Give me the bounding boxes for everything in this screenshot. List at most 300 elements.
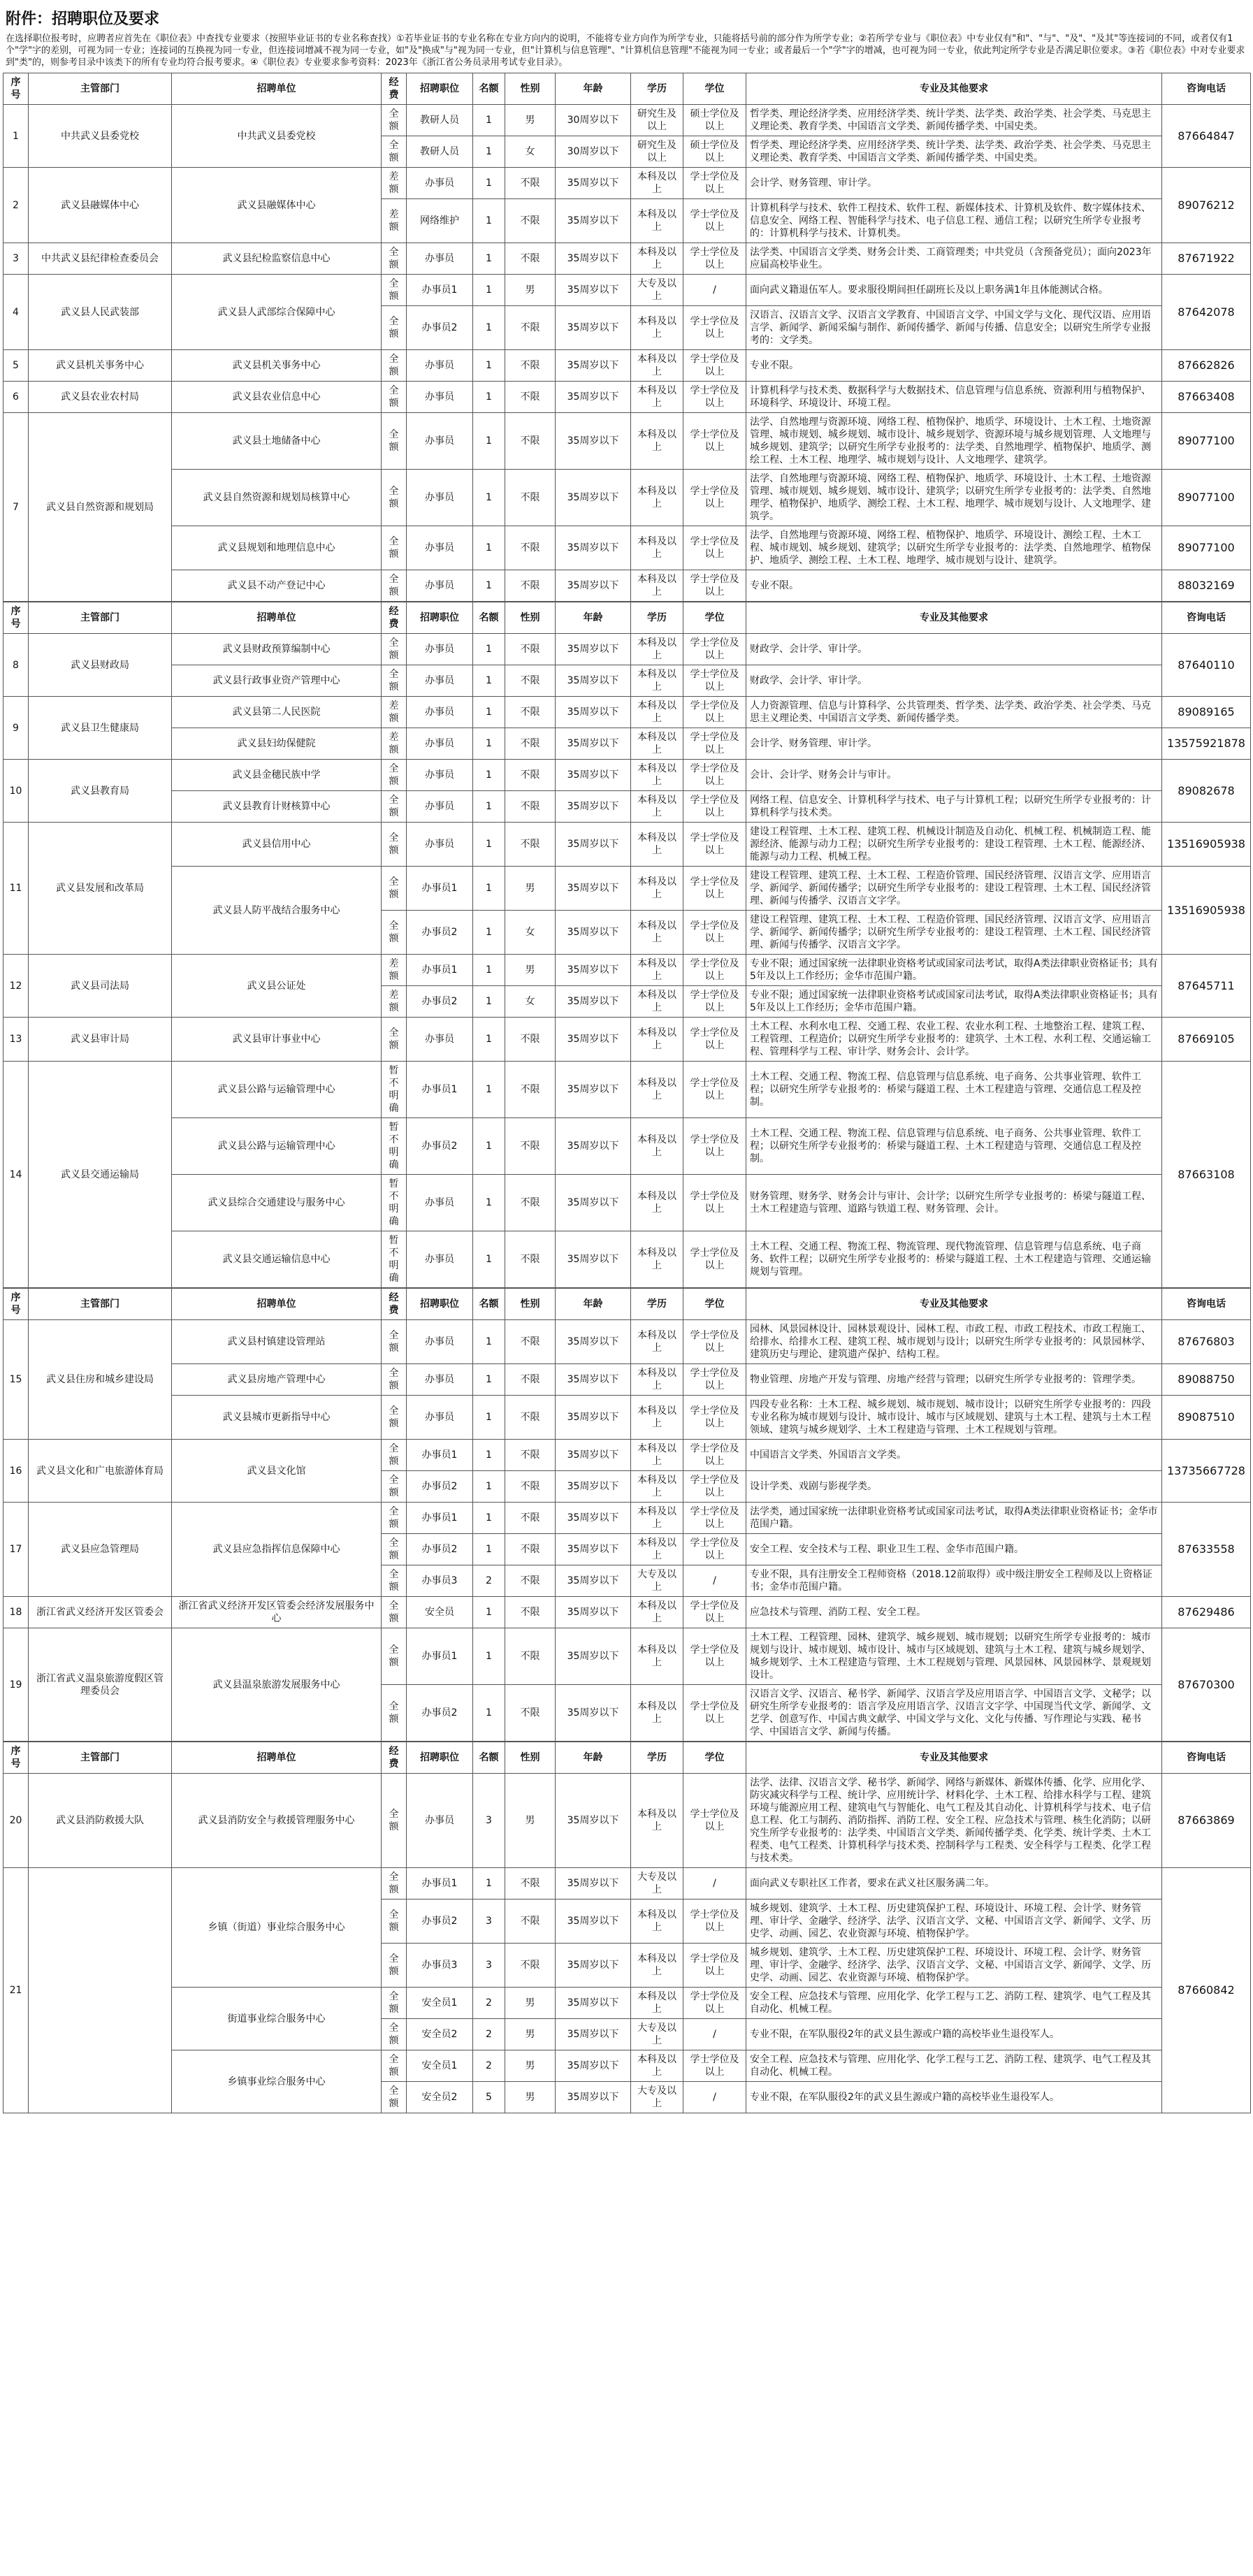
dept-cell: 武义县教育局 — [29, 760, 172, 823]
position-cell: 办事员2 — [407, 1118, 473, 1175]
requirement-cell: 法学、自然地理与资源环境、网络工程、植物保护、地质学、环境设计、土木工程、土地资源管理、城市规划、城乡规划、城市设计、建筑学；以研究生所学专业报考的：法学类、自然地理学、植物保护、地质学、测绘工程、土木工程、地理学、城市规划与设计、人文地理学、建筑学。 — [746, 470, 1162, 526]
degree-cell: 学士学位及以上 — [683, 986, 746, 1018]
quota-cell: 1 — [473, 911, 505, 955]
requirement-cell: 汉语言文学、汉语言、秘书学、新闻学、汉语言学及应用语言学、中国语言文学、文秘学；以研究生所学专业报考的：语言学及应用语言学、汉语言文字学、中国现当代文学、新闻学、文艺学、创意写作、中国古典文献学、中国文学与文化、文化与传播、写作理论与实践、秘书学、中国语言文学、新闻与传播。 — [746, 1685, 1162, 1742]
position-cell: 办事员 — [407, 823, 473, 867]
requirement-cell: 四段专业名称：土木工程、城乡规划、城市规划、城市设计；以研究生所学专业报考的：四段专业名称为城市规划与设计、城市设计、城市与区域规划、建筑与土木工程、建筑与土木工程领域、建筑与城乡规划学、土木工程建造与管理、土木工程规划与管理。 — [746, 1396, 1162, 1440]
quota-cell: 1 — [473, 306, 505, 350]
quota-cell: 1 — [473, 634, 505, 665]
column-header: 学历 — [631, 73, 683, 105]
age-cell: 35周岁以下 — [556, 168, 631, 199]
fund-cell: 全额 — [382, 1018, 407, 1062]
position-cell: 办事员2 — [407, 1534, 473, 1565]
degree-cell: 学士学位及以上 — [683, 1597, 746, 1628]
unit-cell: 武义县金穗民族中学 — [172, 760, 382, 791]
degree-cell: / — [683, 275, 746, 306]
column-header: 咨询电话 — [1162, 1289, 1251, 1320]
age-cell: 35周岁以下 — [556, 350, 631, 382]
degree-cell: 学士学位及以上 — [683, 1364, 746, 1396]
position-cell: 网络维护 — [407, 199, 473, 243]
unit-cell: 武义县行政事业资产管理中心 — [172, 665, 382, 697]
phone-cell: 13575921878 — [1162, 728, 1251, 760]
column-header: 学位 — [683, 1742, 746, 1774]
phone-cell: 89088750 — [1162, 1364, 1251, 1396]
education-cell: 本科及以上 — [631, 1231, 683, 1288]
unit-cell: 武义县应急指挥信息保障中心 — [172, 1503, 382, 1597]
age-cell: 35周岁以下 — [556, 570, 631, 602]
dept-cell: 武义县财政局 — [29, 634, 172, 697]
requirement-cell: 计算机科学与技术类、数据科学与大数据技术、信息管理与信息系统、资源利用与植物保护、环境科学、环境设计、环境工程。 — [746, 382, 1162, 413]
seq-cell: 13 — [3, 1018, 29, 1062]
unit-cell: 浙江省武义经济开发区管委会经济发展服务中心 — [172, 1597, 382, 1628]
gender-cell: 不限 — [505, 1018, 556, 1062]
degree-cell: 学士学位及以上 — [683, 470, 746, 526]
unit-cell: 武义县公证处 — [172, 955, 382, 1018]
quota-cell: 1 — [473, 1062, 505, 1118]
fund-cell: 全额 — [382, 1944, 407, 1988]
fund-cell: 全额 — [382, 634, 407, 665]
phone-cell: 87663408 — [1162, 382, 1251, 413]
table-row — [3, 350, 1251, 382]
position-cell: 办事员 — [407, 634, 473, 665]
dept-cell: 武义县发展和改革局 — [29, 823, 172, 955]
position-cell: 办事员3 — [407, 1565, 473, 1597]
fund-cell: 差额 — [382, 199, 407, 243]
quota-cell: 5 — [473, 2082, 505, 2113]
header-row — [3, 73, 1251, 105]
fund-cell: 全额 — [382, 1364, 407, 1396]
requirement-cell: 专业不限，在军队服役2年的武义县生源或户籍的高校毕业生退役军人。 — [746, 2019, 1162, 2050]
education-cell: 本科及以上 — [631, 2050, 683, 2082]
gender-cell: 不限 — [505, 791, 556, 823]
phone-cell: 87662826 — [1162, 350, 1251, 382]
degree-cell: 学士学位及以上 — [683, 168, 746, 199]
gender-cell: 不限 — [505, 1231, 556, 1288]
age-cell: 35周岁以下 — [556, 867, 631, 911]
degree-cell: 学士学位及以上 — [683, 1320, 746, 1364]
column-header: 招聘单位 — [172, 1289, 382, 1320]
unit-cell: 乡镇（街道）事业综合服务中心 — [172, 1868, 382, 1988]
phone-cell: 87671922 — [1162, 243, 1251, 275]
gender-cell: 不限 — [505, 634, 556, 665]
quota-cell: 1 — [473, 760, 505, 791]
dept-cell: 中共武义县委党校 — [29, 105, 172, 168]
dept-cell: 武义县审计局 — [29, 1018, 172, 1062]
position-cell: 办事员 — [407, 1320, 473, 1364]
age-cell: 35周岁以下 — [556, 955, 631, 986]
education-cell: 本科及以上 — [631, 1175, 683, 1231]
requirement-cell: 物业管理、房地产开发与管理、房地产经营与管理；以研究生所学专业报考的：管理学类。 — [746, 1364, 1162, 1396]
phone-cell: 87645711 — [1162, 955, 1251, 1018]
quota-cell: 1 — [473, 382, 505, 413]
position-cell: 办事员 — [407, 760, 473, 791]
dept-cell: 武义县交通运输局 — [29, 1062, 172, 1288]
fund-cell: 全额 — [382, 1534, 407, 1565]
degree-cell: 学士学位及以上 — [683, 728, 746, 760]
table-row — [3, 665, 1251, 697]
education-cell: 本科及以上 — [631, 760, 683, 791]
fund-cell: 全额 — [382, 413, 407, 470]
requirement-cell: 专业不限，具有注册安全工程师资格（2018.12前取得）或中级注册安全工程师及以上资格证书；金华市范围户籍。 — [746, 1565, 1162, 1597]
position-cell: 办事员3 — [407, 1944, 473, 1988]
position-cell: 办事员 — [407, 350, 473, 382]
table-row — [3, 168, 1251, 199]
gender-cell: 不限 — [505, 350, 556, 382]
position-cell: 安全员1 — [407, 2050, 473, 2082]
unit-cell: 武义县村镇建设管理站 — [172, 1320, 382, 1364]
phone-cell: 13516905938 — [1162, 823, 1251, 867]
education-cell: 本科及以上 — [631, 665, 683, 697]
education-cell: 大专及以上 — [631, 1565, 683, 1597]
position-cell: 办事员 — [407, 697, 473, 728]
requirement-cell: 土木工程、交通工程、物流工程、信息管理与信息系统、电子商务、公共事业管理、软件工程；以研究生所学专业报考的：桥梁与隧道工程、土木工程建造与管理、交通信息工程及控制。 — [746, 1118, 1162, 1175]
gender-cell: 不限 — [505, 1534, 556, 1565]
degree-cell: 学士学位及以上 — [683, 199, 746, 243]
column-header: 主管部门 — [29, 602, 172, 634]
age-cell: 35周岁以下 — [556, 2019, 631, 2050]
education-cell: 本科及以上 — [631, 382, 683, 413]
seq-cell: 11 — [3, 823, 29, 955]
gender-cell: 男 — [505, 2082, 556, 2113]
quota-cell: 1 — [473, 1175, 505, 1231]
column-header: 招聘单位 — [172, 602, 382, 634]
column-header: 招聘职位 — [407, 73, 473, 105]
education-cell: 本科及以上 — [631, 526, 683, 570]
quota-cell: 1 — [473, 1396, 505, 1440]
degree-cell: / — [683, 2019, 746, 2050]
degree-cell: 学士学位及以上 — [683, 1900, 746, 1944]
dept-cell: 武义县农业农村局 — [29, 382, 172, 413]
education-cell: 本科及以上 — [631, 1118, 683, 1175]
age-cell: 35周岁以下 — [556, 1944, 631, 1988]
dept-cell: 武义县消防救援大队 — [29, 1774, 172, 1868]
table-row — [3, 1774, 1251, 1868]
phone-cell: 87670300 — [1162, 1628, 1251, 1742]
table-row — [3, 1062, 1251, 1118]
requirement-cell: 专业不限，在军队服役2年的武义县生源或户籍的高校毕业生退役军人。 — [746, 2082, 1162, 2113]
age-cell: 35周岁以下 — [556, 243, 631, 275]
seq-cell: 21 — [3, 1868, 29, 2113]
column-header: 序号 — [3, 73, 29, 105]
quota-cell: 1 — [473, 867, 505, 911]
table-row — [3, 243, 1251, 275]
column-header: 学位 — [683, 602, 746, 634]
column-header: 咨询电话 — [1162, 1742, 1251, 1774]
position-cell: 办事员 — [407, 728, 473, 760]
unit-cell: 武义县第二人民医院 — [172, 697, 382, 728]
column-header: 经费 — [382, 1289, 407, 1320]
requirement-cell: 会计、会计学、财务会计与审计。 — [746, 760, 1162, 791]
fund-cell: 全额 — [382, 665, 407, 697]
dept-cell: 武义县文化和广电旅游体育局 — [29, 1440, 172, 1503]
fund-cell: 全额 — [382, 1503, 407, 1534]
quota-cell: 1 — [473, 1231, 505, 1288]
column-header: 主管部门 — [29, 73, 172, 105]
column-header: 主管部门 — [29, 1289, 172, 1320]
gender-cell: 不限 — [505, 306, 556, 350]
quota-cell: 1 — [473, 1534, 505, 1565]
education-cell: 本科及以上 — [631, 1440, 683, 1471]
degree-cell: 学士学位及以上 — [683, 1396, 746, 1440]
age-cell: 35周岁以下 — [556, 1231, 631, 1288]
phone-cell: 89077100 — [1162, 413, 1251, 470]
column-header: 学位 — [683, 73, 746, 105]
degree-cell: 学士学位及以上 — [683, 526, 746, 570]
dept-cell — [29, 1868, 172, 2113]
quota-cell: 1 — [473, 243, 505, 275]
table-row — [3, 1231, 1251, 1288]
fund-cell: 差额 — [382, 955, 407, 986]
unit-cell: 武义县温泉旅游发展服务中心 — [172, 1628, 382, 1742]
seq-cell: 8 — [3, 634, 29, 697]
phone-cell: 87642078 — [1162, 275, 1251, 350]
phone-cell: 13735667728 — [1162, 1440, 1251, 1503]
gender-cell: 不限 — [505, 470, 556, 526]
education-cell: 本科及以上 — [631, 823, 683, 867]
requirement-cell: 财务管理、财务学、财务会计与审计、会计学；以研究生所学专业报考的：桥梁与隧道工程、土木工程建造与管理、道路与铁道工程、财务管理、会计。 — [746, 1175, 1162, 1231]
gender-cell: 男 — [505, 1774, 556, 1868]
gender-cell: 不限 — [505, 1364, 556, 1396]
position-cell: 办事员2 — [407, 1685, 473, 1742]
table-row — [3, 1175, 1251, 1231]
phone-cell: 89077100 — [1162, 470, 1251, 526]
gender-cell: 男 — [505, 867, 556, 911]
fund-cell: 差额 — [382, 728, 407, 760]
quota-cell: 2 — [473, 2019, 505, 2050]
gender-cell: 不限 — [505, 1062, 556, 1118]
degree-cell: / — [683, 2082, 746, 2113]
position-cell: 办事员 — [407, 570, 473, 602]
quota-cell: 1 — [473, 665, 505, 697]
dept-cell: 武义县人民武装部 — [29, 275, 172, 350]
table-row — [3, 570, 1251, 602]
position-cell: 办事员 — [407, 470, 473, 526]
position-cell: 教研人员 — [407, 105, 473, 136]
requirement-cell: 法学、自然地理与资源环境、网络工程、植物保护、地质学、环境设计、土木工程、土地资源管理、城市规划、城乡规划、城市设计、城乡规划学、资源环境与城乡规划管理、人文地理与城乡规划、建筑学；以研究生所学专业报考的：法学类、自然地理学、植物保护、地质学、测绘工程、土木工程、地理学、城市规划与设计、人文地理学、建筑学。 — [746, 413, 1162, 470]
position-cell: 办事员1 — [407, 1062, 473, 1118]
unit-cell: 武义县自然资源和规划局核算中心 — [172, 470, 382, 526]
quota-cell: 1 — [473, 1628, 505, 1685]
position-cell: 办事员 — [407, 243, 473, 275]
education-cell: 本科及以上 — [631, 728, 683, 760]
degree-cell: 学士学位及以上 — [683, 1118, 746, 1175]
quota-cell: 1 — [473, 1118, 505, 1175]
table-row — [3, 1440, 1251, 1471]
column-header: 序号 — [3, 1289, 29, 1320]
degree-cell: 学士学位及以上 — [683, 243, 746, 275]
age-cell: 35周岁以下 — [556, 760, 631, 791]
column-header: 名额 — [473, 1742, 505, 1774]
table-row — [3, 1868, 1251, 1900]
fund-cell: 全额 — [382, 1988, 407, 2019]
degree-cell: 学士学位及以上 — [683, 867, 746, 911]
fund-cell: 全额 — [382, 760, 407, 791]
quota-cell: 1 — [473, 136, 505, 168]
fund-cell: 全额 — [382, 1565, 407, 1597]
position-cell: 办事员 — [407, 791, 473, 823]
header-row — [3, 1742, 1251, 1774]
quota-cell: 1 — [473, 1440, 505, 1471]
age-cell: 35周岁以下 — [556, 1774, 631, 1868]
quota-cell: 1 — [473, 728, 505, 760]
dept-cell: 武义县司法局 — [29, 955, 172, 1018]
education-cell: 本科及以上 — [631, 1597, 683, 1628]
fund-cell: 差额 — [382, 986, 407, 1018]
fund-cell: 全额 — [382, 1774, 407, 1868]
gender-cell: 不限 — [505, 1396, 556, 1440]
requirement-cell: 会计学、财务管理、审计学。 — [746, 168, 1162, 199]
education-cell: 本科及以上 — [631, 168, 683, 199]
quota-cell: 1 — [473, 1685, 505, 1742]
table-row — [3, 634, 1251, 665]
unit-cell: 武义县机关事务中心 — [172, 350, 382, 382]
table-row — [3, 791, 1251, 823]
phone-cell: 89076212 — [1162, 168, 1251, 243]
age-cell: 35周岁以下 — [556, 1175, 631, 1231]
education-cell: 研究生及以上 — [631, 105, 683, 136]
table-row — [3, 413, 1251, 470]
fund-cell: 差额 — [382, 168, 407, 199]
fund-cell: 全额 — [382, 275, 407, 306]
position-cell: 办事员 — [407, 413, 473, 470]
education-cell: 本科及以上 — [631, 470, 683, 526]
phone-cell: 87669105 — [1162, 1018, 1251, 1062]
degree-cell: 学士学位及以上 — [683, 413, 746, 470]
unit-cell: 武义县规划和地理信息中心 — [172, 526, 382, 570]
column-header: 名额 — [473, 73, 505, 105]
fund-cell: 全额 — [382, 2050, 407, 2082]
requirement-cell: 城乡规划、建筑学、土木工程、历史建筑保护工程、环境设计、环境工程、会计学、财务管理、审计学、金融学、经济学、法学、汉语言文学、文秘、中国语言文学、新闻学、文学、历史学、动画、园艺、农业资源与环境、植物保护学。 — [746, 1900, 1162, 1944]
fund-cell: 全额 — [382, 1471, 407, 1503]
column-header: 招聘职位 — [407, 1289, 473, 1320]
phone-cell: 89089165 — [1162, 697, 1251, 728]
fund-cell: 全额 — [382, 2019, 407, 2050]
age-cell: 30周岁以下 — [556, 105, 631, 136]
degree-cell: 学士学位及以上 — [683, 665, 746, 697]
fund-cell: 全额 — [382, 1685, 407, 1742]
quota-cell: 1 — [473, 570, 505, 602]
fund-cell: 暂不明确 — [382, 1118, 407, 1175]
seq-cell: 14 — [3, 1062, 29, 1288]
age-cell: 35周岁以下 — [556, 1503, 631, 1534]
degree-cell: 学士学位及以上 — [683, 570, 746, 602]
age-cell: 35周岁以下 — [556, 526, 631, 570]
dept-cell: 武义县住房和城乡建设局 — [29, 1320, 172, 1440]
job-tables — [0, 73, 1253, 2113]
table-row — [3, 1364, 1251, 1396]
education-cell: 大专及以上 — [631, 275, 683, 306]
table-row — [3, 1018, 1251, 1062]
fund-cell: 全额 — [382, 382, 407, 413]
gender-cell: 不限 — [505, 570, 556, 602]
fund-cell: 暂不明确 — [382, 1062, 407, 1118]
age-cell: 35周岁以下 — [556, 1471, 631, 1503]
education-cell: 本科及以上 — [631, 199, 683, 243]
degree-cell: 学士学位及以上 — [683, 306, 746, 350]
seq-cell: 3 — [3, 243, 29, 275]
requirement-cell: 建设工程管理、建筑工程、土木工程、工程造价管理、国民经济管理、汉语言文学、应用语言学、新闻学、新闻传播学；以研究生所学专业报考的：建设工程管理、土木工程、国民经济管理、新闻与传播学、汉语言文字学。 — [746, 867, 1162, 911]
column-header: 性别 — [505, 73, 556, 105]
unit-cell: 武义县房地产管理中心 — [172, 1364, 382, 1396]
age-cell: 35周岁以下 — [556, 1988, 631, 2019]
position-cell: 办事员2 — [407, 1471, 473, 1503]
education-cell: 本科及以上 — [631, 1685, 683, 1742]
age-cell: 35周岁以下 — [556, 823, 631, 867]
degree-cell: 学士学位及以上 — [683, 382, 746, 413]
seq-cell: 19 — [3, 1628, 29, 1742]
table-row — [3, 1503, 1251, 1534]
education-cell: 大专及以上 — [631, 1868, 683, 1900]
unit-cell: 武义县审计事业中心 — [172, 1018, 382, 1062]
age-cell: 35周岁以下 — [556, 470, 631, 526]
position-cell: 办事员 — [407, 168, 473, 199]
position-cell: 办事员1 — [407, 275, 473, 306]
quota-cell: 1 — [473, 105, 505, 136]
degree-cell: 学士学位及以上 — [683, 955, 746, 986]
requirement-cell: 财政学、会计学、审计学。 — [746, 634, 1162, 665]
quota-cell: 1 — [473, 697, 505, 728]
position-cell: 办事员 — [407, 1175, 473, 1231]
degree-cell: 学士学位及以上 — [683, 1503, 746, 1534]
table-row — [3, 382, 1251, 413]
position-cell: 安全员2 — [407, 2019, 473, 2050]
gender-cell: 不限 — [505, 1628, 556, 1685]
position-cell: 办事员 — [407, 1396, 473, 1440]
phone-cell: 89082678 — [1162, 760, 1251, 823]
column-header: 招聘单位 — [172, 73, 382, 105]
fund-cell: 全额 — [382, 867, 407, 911]
column-header: 序号 — [3, 602, 29, 634]
column-header: 招聘职位 — [407, 602, 473, 634]
requirement-cell: 计算机科学与技术、软件工程技术、软件工程、新媒体技术、计算机及软件、数字媒体技术、信息安全、网络工程、智能科学与技术、电子信息工程、通信工程；以研究生所学专业报考的：计算机科学与技术、计算机类。 — [746, 199, 1162, 243]
age-cell: 35周岁以下 — [556, 1320, 631, 1364]
column-header: 年龄 — [556, 1289, 631, 1320]
column-header: 专业及其他要求 — [746, 1742, 1162, 1774]
seq-cell: 4 — [3, 275, 29, 350]
seq-cell: 5 — [3, 350, 29, 382]
education-cell: 本科及以上 — [631, 1471, 683, 1503]
requirement-cell: 面向武义专职社区工作者，要求在武义社区服务满二年。 — [746, 1868, 1162, 1900]
table-row — [3, 1396, 1251, 1440]
seq-cell: 9 — [3, 697, 29, 760]
age-cell: 35周岁以下 — [556, 1396, 631, 1440]
quota-cell: 2 — [473, 1565, 505, 1597]
gender-cell: 不限 — [505, 1900, 556, 1944]
requirement-cell: 法学、法律、汉语言文学、秘书学、新闻学、网络与新媒体、新媒体传播、化学、应用化学、防灾减灾科学与工程、统计学、应用统计学、材料化学、土木工程、给排水科学与工程、建筑环境与能源应用工程、建筑电气与智能化、电气工程及其自动化、计算机科学与技术、电子信息工程、化工与制药、消防指挥、消防工程、安全工程、应急技术与管理、核生化消防；以研究生所学专业报考的：法学类、中国语言文学类、新闻传播学类、化学类、统计学类、土木工程类、电气工程类、计算机科学与技术类、控制科学与工程类、安全科学与工程类、化学工程与技术类。 — [746, 1774, 1162, 1868]
degree-cell: 学士学位及以上 — [683, 1534, 746, 1565]
fund-cell: 全额 — [382, 791, 407, 823]
requirement-cell: 专业不限；通过国家统一法律职业资格考试或国家司法考试，取得A类法律职业资格证书；具有5年及以上工作经历；金华市范围户籍。 — [746, 986, 1162, 1018]
unit-cell: 武义县教育计财核算中心 — [172, 791, 382, 823]
seq-cell: 16 — [3, 1440, 29, 1503]
fund-cell: 全额 — [382, 105, 407, 136]
quota-cell: 1 — [473, 413, 505, 470]
position-cell: 办事员2 — [407, 986, 473, 1018]
education-cell: 本科及以上 — [631, 1774, 683, 1868]
gender-cell: 不限 — [505, 1944, 556, 1988]
requirement-cell: 哲学类、理论经济学类、应用经济学类、统计学类、法学类、政治学类、社会学类、马克思主义理论类、教育学类、中国语言文学类、新闻传播学类、中国史类。 — [746, 136, 1162, 168]
degree-cell: 硕士学位及以上 — [683, 136, 746, 168]
gender-cell: 不限 — [505, 382, 556, 413]
unit-cell: 乡镇事业综合服务中心 — [172, 2050, 382, 2113]
age-cell: 35周岁以下 — [556, 1364, 631, 1396]
education-cell: 研究生及以上 — [631, 136, 683, 168]
unit-cell: 武义县文化馆 — [172, 1440, 382, 1503]
degree-cell: 硕士学位及以上 — [683, 105, 746, 136]
requirement-cell: 建设工程管理、土木工程、建筑工程、机械设计制造及自动化、机械工程、机械制造工程、能源经济、能源与动力工程；以研究生所学专业报考的：建设工程管理、土木工程、能源经济、能源与动力工程、机械工程。 — [746, 823, 1162, 867]
requirement-cell: 安全工程、安全技术与工程、职业卫生工程、金华市范围户籍。 — [746, 1534, 1162, 1565]
fund-cell: 全额 — [382, 1868, 407, 1900]
